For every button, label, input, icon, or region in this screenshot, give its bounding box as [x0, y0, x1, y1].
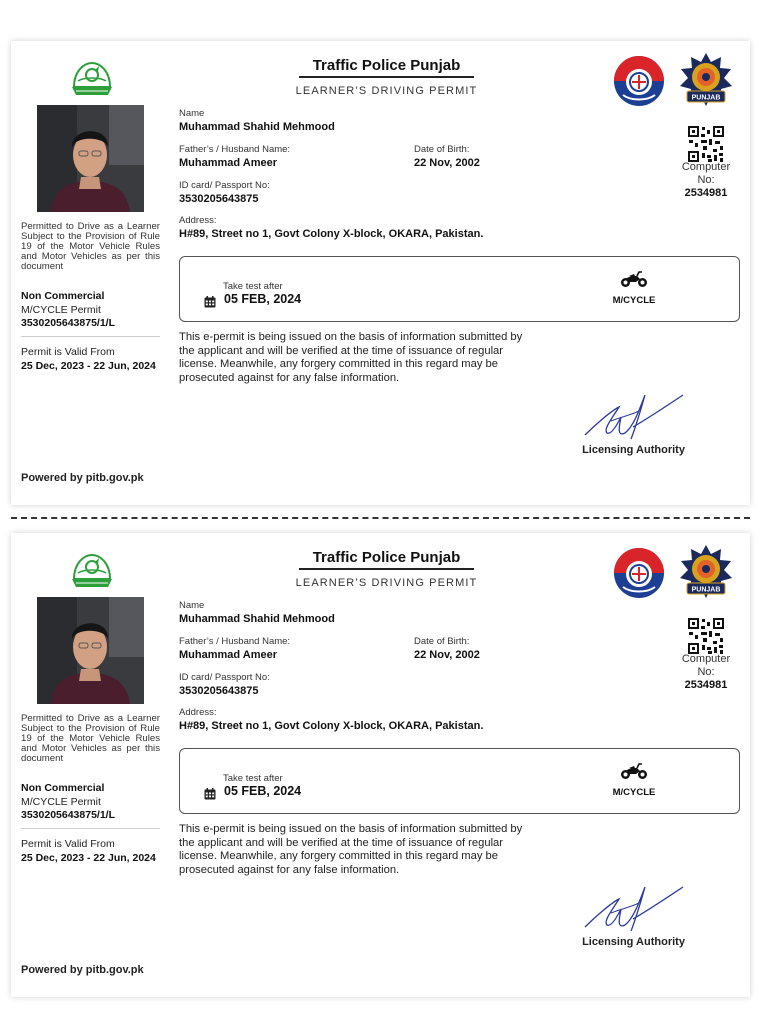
signature-icon [581, 873, 687, 937]
licensing-authority: Licensing Authority [582, 936, 685, 948]
motorcycle-icon [620, 763, 648, 780]
validity-range: 25 Dec, 2023 - 22 Jun, 2024 [21, 851, 156, 864]
permit-subtitle: LEARNER’S DRIVING PERMIT [295, 85, 478, 97]
permission-note: Permitted to Drive as a Learner Subject to the Provision of Rule 19 of the Motor Vehicle Rules and Motor Vehicles as per this document [21, 221, 160, 272]
divider [21, 336, 160, 337]
permit-card-1 [11, 41, 750, 505]
name-label: Name [179, 108, 205, 119]
powered-by: Powered by pitb.gov.pk [21, 472, 144, 484]
address-label: Address: [179, 215, 217, 226]
permit-category: Non Commercial [21, 290, 105, 302]
calendar-icon [204, 296, 216, 308]
permit-type: M/CYCLE Permit [21, 303, 101, 316]
computer-number: 2534981 [684, 187, 728, 199]
vehicle-class: M/CYCLE [612, 787, 656, 798]
computer-number-label: Computer No: [681, 161, 731, 186]
name-value: Muhammad Shahid Mehmood [179, 121, 335, 133]
test-label: Take test after [223, 281, 283, 292]
badge-text: PUNJAB [691, 586, 721, 594]
page-title: Traffic Police Punjab [299, 549, 474, 570]
address-value: H#89, Street no 1, Govt Colony X-block, OKARA, Pakistan. [179, 720, 484, 732]
divider [21, 828, 160, 829]
traffic-police-badge-icon [678, 543, 734, 601]
punjab-police-logo-icon [611, 55, 667, 107]
applicant-photo [37, 105, 144, 212]
name-field [179, 108, 335, 133]
permit-subtitle: LEARNER’S DRIVING PERMIT [295, 577, 478, 589]
computer-number: 2534981 [684, 679, 728, 691]
validity-range: 25 Dec, 2023 - 22 Jun, 2024 [21, 359, 156, 372]
dob-label: Date of Birth: [414, 144, 470, 155]
id-field [179, 672, 270, 697]
signature-icon [581, 381, 687, 445]
punjab-emblem-icon [68, 549, 116, 591]
permit-number: 3530205643875/1/L [21, 809, 116, 821]
dob-value: 22 Nov, 2002 [414, 157, 480, 169]
father-label: Father’s / Husband Name: [179, 636, 291, 647]
qr-code-icon [687, 125, 725, 163]
test-date: 05 FEB, 2024 [224, 784, 302, 798]
computer-number-block [675, 161, 737, 200]
permit-type: M/CYCLE Permit [21, 795, 101, 808]
powered-by: Powered by pitb.gov.pk [21, 964, 144, 976]
id-field [179, 180, 270, 205]
calendar-icon [204, 788, 216, 800]
address-label: Address: [179, 707, 217, 718]
cut-line [11, 517, 750, 519]
id-value: 3530205643875 [179, 193, 259, 205]
dob-field [414, 144, 480, 169]
father-value: Muhammad Ameer [179, 649, 278, 661]
page-title: Traffic Police Punjab [299, 57, 474, 78]
permit-category-block [21, 290, 160, 331]
permit-category-block [21, 782, 160, 823]
permit-category: Non Commercial [21, 782, 105, 794]
disclaimer-text: This e-permit is being issued on the basis of information submitted by the applicant and will be verified at the time of issuance of regular license. Meanwhile, any forgery committed in this regard may be prosecuted against for any false information. [179, 331, 523, 384]
name-label: Name [179, 600, 205, 611]
punjab-emblem-icon [68, 57, 116, 99]
dob-field [414, 636, 480, 661]
test-label: Take test after [223, 773, 283, 784]
father-value: Muhammad Ameer [179, 157, 278, 169]
address-field [179, 215, 483, 240]
qr-code-icon [687, 617, 725, 655]
permission-note: Permitted to Drive as a Learner Subject to the Provision of Rule 19 of the Motor Vehicle Rules and Motor Vehicles as per this document [21, 713, 160, 764]
badge-text: PUNJAB [691, 94, 721, 102]
father-label: Father’s / Husband Name: [179, 144, 291, 155]
motorcycle-icon [620, 271, 648, 288]
test-date: 05 FEB, 2024 [224, 292, 302, 306]
permit-card-2 [11, 533, 750, 997]
id-label: ID card/ Passport No: [179, 180, 270, 191]
vehicle-class: M/CYCLE [612, 295, 656, 306]
validity-label: Permit is Valid From [21, 346, 115, 358]
punjab-police-logo-icon [611, 547, 667, 599]
address-value: H#89, Street no 1, Govt Colony X-block, OKARA, Pakistan. [179, 228, 484, 240]
validity-block [21, 346, 160, 373]
address-field [179, 707, 483, 732]
computer-number-label: Computer No: [681, 653, 731, 678]
applicant-photo [37, 597, 144, 704]
licensing-authority: Licensing Authority [582, 444, 685, 456]
id-value: 3530205643875 [179, 685, 259, 697]
traffic-police-badge-icon [678, 51, 734, 109]
dob-label: Date of Birth: [414, 636, 470, 647]
computer-number-block [675, 653, 737, 692]
dob-value: 22 Nov, 2002 [414, 649, 480, 661]
validity-label: Permit is Valid From [21, 838, 115, 850]
validity-block [21, 838, 160, 865]
id-label: ID card/ Passport No: [179, 672, 270, 683]
disclaimer-text: This e-permit is being issued on the basis of information submitted by the applicant and will be verified at the time of issuance of regular license. Meanwhile, any forgery committed in this regard may be prosecuted against for any false information. [179, 823, 523, 876]
permit-number: 3530205643875/1/L [21, 317, 116, 329]
father-field [179, 636, 290, 661]
name-field [179, 600, 335, 625]
name-value: Muhammad Shahid Mehmood [179, 613, 335, 625]
father-field [179, 144, 290, 169]
